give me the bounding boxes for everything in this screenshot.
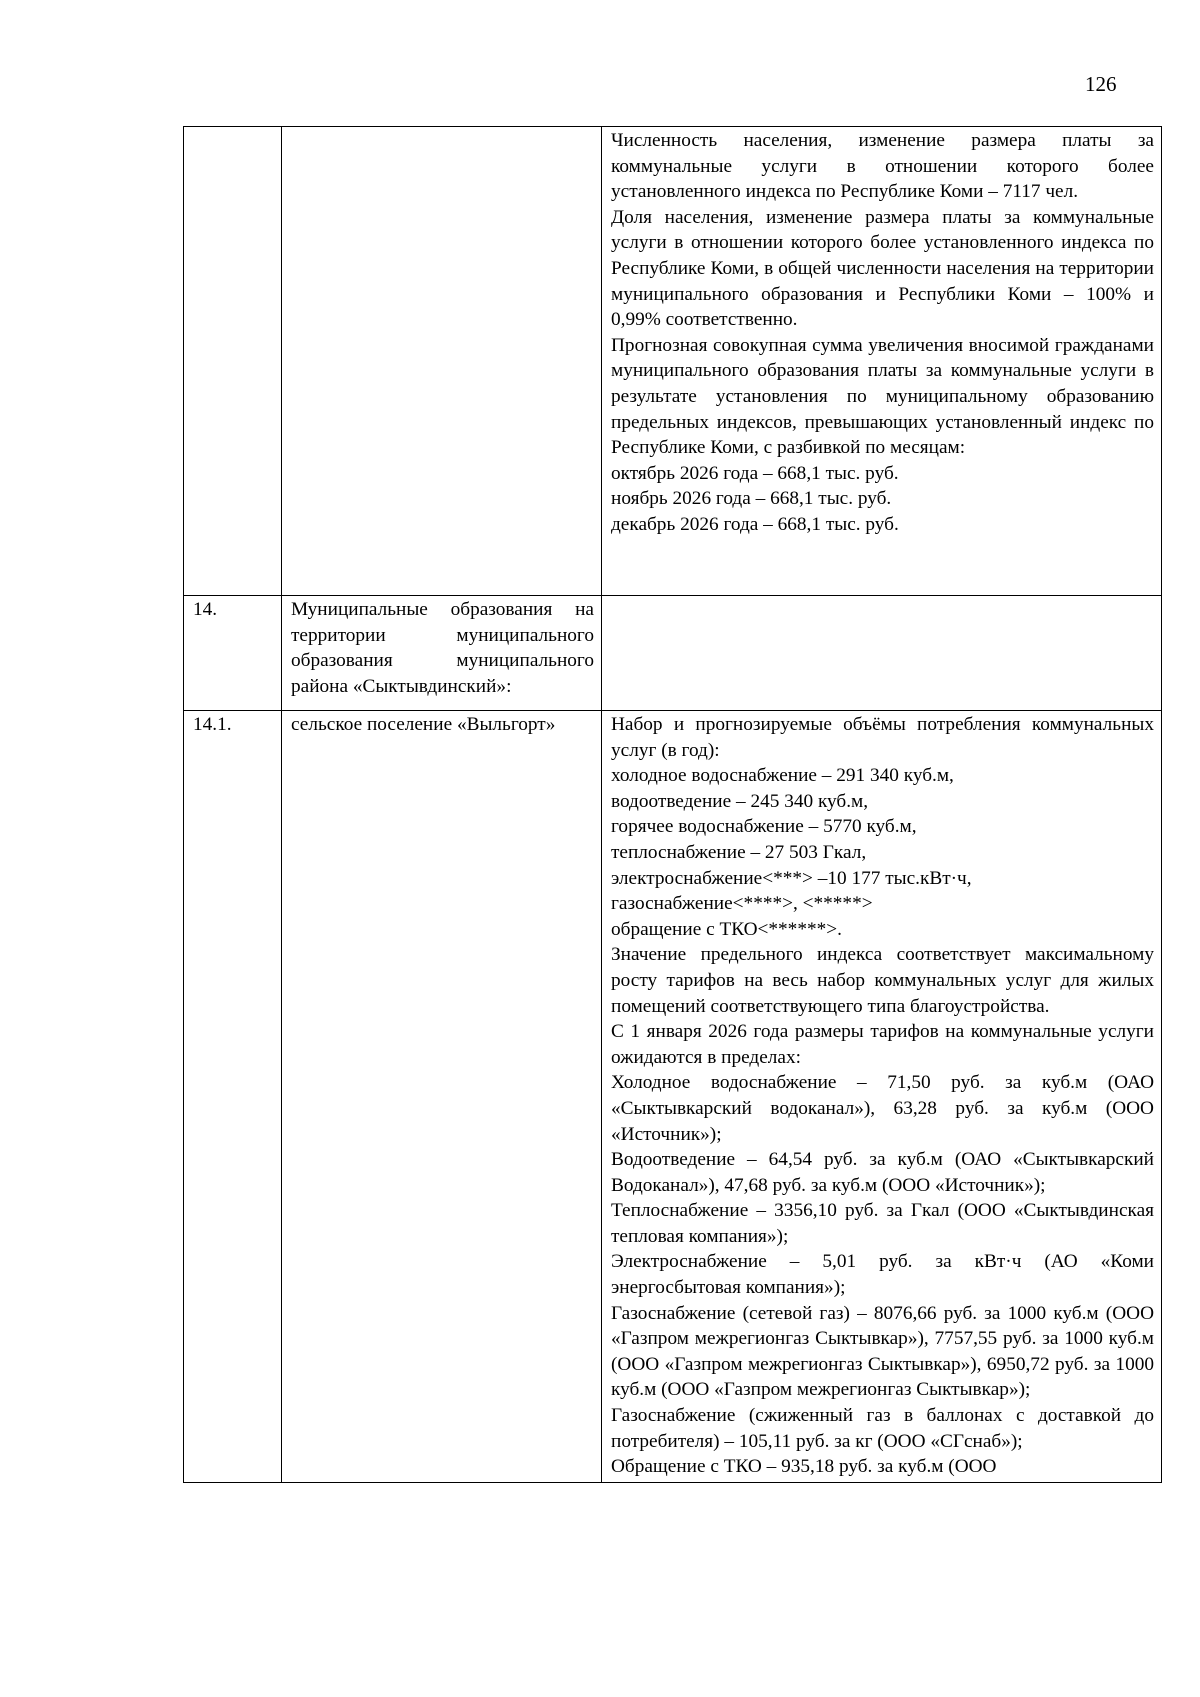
description-paragraph: Прогнозная совокупная сумма увеличения вносимой гражданами муниципального образования платы за коммунальные услуги в результате установления по муниципальному образованию предельных индексов, превышающих установленный индекс по Республике Коми, с разбивкой по месяцам: xyxy=(611,334,1154,459)
row-name-cell xyxy=(282,711,602,1483)
row-description-cell xyxy=(602,127,1162,596)
consumption-volume-line: водоотведение – 245 340 куб.м, xyxy=(611,790,869,812)
row-name-cell xyxy=(282,596,602,711)
tariff-paragraph: Электроснабжение – 5,01 руб. за кВт·ч (АО «Коми энергосбытовая компания»); xyxy=(611,1251,1154,1299)
municipality-group-title: Муниципальные образования на территории муниципального образования муниципального района «Сыктывдинский»: xyxy=(291,599,594,697)
municipality-name: сельское поселение «Выльгорт» xyxy=(291,714,556,735)
row-number-cell: 14.1. xyxy=(184,711,282,1483)
page-number: 126 xyxy=(1085,72,1117,96)
tariff-paragraph: Холодное водоснабжение – 71,50 руб. за куб.м (ОАО «Сыктывкарский водоканал»), 63,28 руб. за куб.м (ООО «Источник»); xyxy=(611,1072,1154,1145)
consumption-volume-line: обращение с ТКО<******>. xyxy=(611,918,842,940)
tariff-paragraph-continued: Обращение с ТКО – 935,18 руб. за куб.м (ООО xyxy=(611,1456,997,1478)
tariff-paragraph: Газоснабжение (сетевой газ) – 8076,66 руб. за 1000 куб.м (ООО «Газпром межрегионгаз Сыктывкар»), 7757,55 руб. за 1000 куб.м (ООО «Газпром межрегионгаз Сыктывкар»), 6950,72 руб. за 1000 куб.м (ООО «Газпром межрегионгаз Сыктывкар»); xyxy=(611,1302,1154,1401)
row-number-cell xyxy=(184,127,282,596)
row-number-cell: 14. xyxy=(184,596,282,711)
consumption-volume-line: газоснабжение<****>, <*****> xyxy=(611,893,873,915)
monthly-amount-line: декабрь 2026 года – 668,1 тыс. руб. xyxy=(611,513,899,535)
tariff-paragraph: Водоотведение – 64,54 руб. за куб.м (ОАО «Сыктывкарский Водоканал»), 47,68 руб. за куб.м (ООО «Источник»); xyxy=(611,1149,1154,1196)
monthly-amount-line: октябрь 2026 года – 668,1 тыс. руб. xyxy=(611,462,899,484)
consumption-volume-line: горячее водоснабжение – 5770 куб.м, xyxy=(611,816,917,838)
description-paragraph: С 1 января 2026 года размеры тарифов на коммунальные услуги ожидаются в пределах: xyxy=(611,1021,1154,1068)
consumption-volume-line: теплоснабжение – 27 503 Гкал, xyxy=(611,841,867,863)
consumption-volume-line: электроснабжение<***> –10 177 тыс.кВт·ч, xyxy=(611,867,972,889)
row-description-cell xyxy=(602,596,1162,711)
tariff-paragraph: Теплоснабжение – 3356,10 руб. за Гкал (ООО «Сыктывдинская тепловая компания»); xyxy=(611,1200,1154,1247)
row-description-cell xyxy=(602,711,1162,1483)
table-row xyxy=(184,127,1162,596)
description-paragraph: Численность населения, изменение размера платы за коммунальные услуги в отношении которого более установленного индекса по Республике Коми – 7117 чел. xyxy=(611,130,1154,203)
tariff-paragraph: Газоснабжение (сжиженный газ в баллонах с доставкой до потребителя) – 105,11 руб. за кг (ООО «СГснаб»); xyxy=(611,1405,1154,1452)
description-paragraph: Значение предельного индекса соответствует максимальному росту тарифов на весь набор коммунальных услуг для жилых помещений соответствующего типа благоустройства. xyxy=(611,944,1154,1017)
table-row xyxy=(184,711,1162,1483)
monthly-amount-line: ноябрь 2026 года – 668,1 тыс. руб. xyxy=(611,488,892,510)
row-name-cell xyxy=(282,127,602,596)
document-table xyxy=(183,126,1162,1483)
consumption-intro: Набор и прогнозируемые объёмы потребления коммунальных услуг (в год): xyxy=(611,714,1154,761)
table-row xyxy=(184,596,1162,711)
consumption-volume-line: холодное водоснабжение – 291 340 куб.м, xyxy=(611,765,954,787)
description-paragraph: Доля населения, изменение размера платы за коммунальные услуги в отношении которого более установленного индекса по Республике Коми, в общей численности населения на территории муниципального образования и Республики Коми – 100% и 0,99% соответственно. xyxy=(611,206,1154,331)
